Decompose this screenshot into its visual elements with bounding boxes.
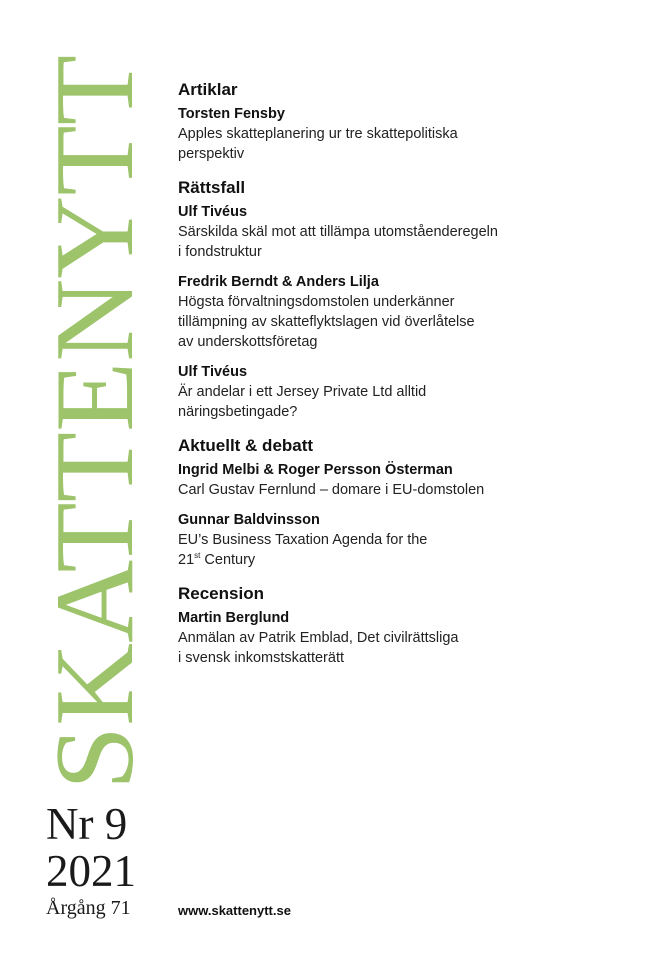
section-recension xyxy=(178,584,638,668)
section-artiklar xyxy=(178,80,638,164)
issue-number: Nr 9 xyxy=(46,799,128,849)
masthead xyxy=(33,55,157,790)
toc-entry xyxy=(178,608,638,668)
toc-entry xyxy=(178,362,638,422)
issue-year: 2021 xyxy=(46,846,136,896)
issue-volume: Årgång 71 xyxy=(46,897,131,919)
toc-entry xyxy=(178,460,638,500)
toc-entry xyxy=(178,272,638,352)
entry-author: Fredrik Berndt & Anders Lilja xyxy=(178,274,379,290)
masthead-title: SKATTENYTT xyxy=(33,74,157,790)
entry-title-line: Carl Gustav Fernlund – domare i EU-domstolen xyxy=(178,482,485,498)
toc-entry xyxy=(178,510,638,570)
toc-entry xyxy=(178,104,638,164)
century-word: Century xyxy=(200,552,256,568)
section-title: Recension xyxy=(178,584,264,603)
section-rattsfall xyxy=(178,178,638,422)
website-link[interactable]: www.skattenytt.se xyxy=(178,903,291,918)
section-title: Rättsfall xyxy=(178,178,246,197)
entry-author: Ingrid Melbi & Roger Persson Österman xyxy=(178,462,453,478)
table-of-contents xyxy=(178,80,638,682)
section-title: Aktuellt & debatt xyxy=(178,436,314,455)
entry-title-line: näringsbetingade? xyxy=(178,404,298,420)
entry-title-line: i svensk inkomstskatterätt xyxy=(178,650,344,666)
entry-title-line: EU’s Business Taxation Agenda for the xyxy=(178,532,428,548)
ordinal-suffix: st xyxy=(194,551,201,560)
section-title: Artiklar xyxy=(178,80,238,99)
section-aktuellt-debatt xyxy=(178,436,638,570)
entry-title-line: av underskottsföretag xyxy=(178,334,318,350)
entry-title-line: Särskilda skäl mot att tillämpa utomståenderegeln xyxy=(178,224,498,240)
issue-info xyxy=(46,800,136,920)
entry-title-line: i fondstruktur xyxy=(178,244,262,260)
entry-title-line: perspektiv xyxy=(178,146,245,162)
entry-author: Gunnar Baldvinsson xyxy=(178,512,320,528)
entry-title-line: Apples skatteplanering ur tre skattepolitiska xyxy=(178,126,458,142)
entry-title-line: tillämpning av skatteflyktslagen vid överlåtelse xyxy=(178,314,475,330)
entry-title-line: Anmälan av Patrik Emblad, Det civilrättsliga xyxy=(178,630,459,646)
entry-author: Martin Berglund xyxy=(178,610,290,626)
entry-author: Ulf Tivéus xyxy=(178,364,248,380)
toc-entry xyxy=(178,202,638,262)
entry-author: Torsten Fensby xyxy=(178,106,285,122)
entry-author: Ulf Tivéus xyxy=(178,204,248,220)
entry-title-line: Är andelar i ett Jersey Private Ltd alltid xyxy=(178,384,427,400)
entry-title-line xyxy=(178,550,638,570)
entry-title-line: Högsta förvaltningsdomstolen underkänner xyxy=(178,294,455,310)
century-number: 21 xyxy=(178,552,195,568)
